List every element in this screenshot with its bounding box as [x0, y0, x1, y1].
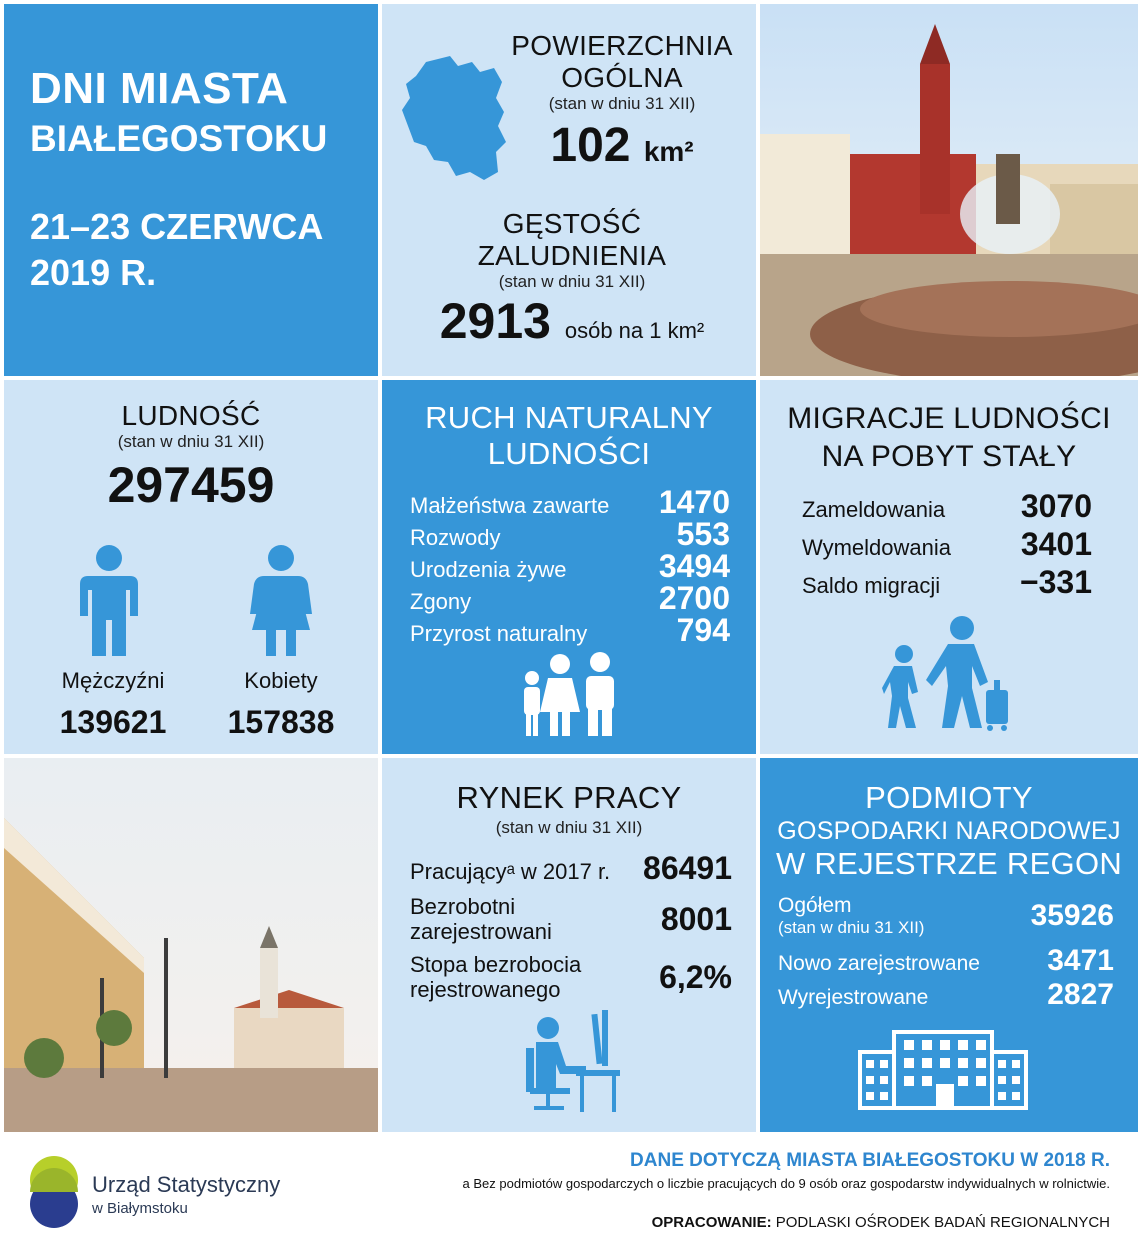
woman-icon [248, 544, 314, 656]
footer [0, 1134, 1138, 1251]
labor-title: RYNEK PRACY [456, 780, 682, 815]
regon-title-3: W REJESTRZE REGON [775, 846, 1123, 881]
regon-row [778, 978, 1114, 1012]
footer-credit-label: OPRACOWANIE: [651, 1214, 772, 1231]
labor-row-value: 8001 [660, 900, 732, 937]
footer-footnote: a Bez podmiotów gospodarczych o liczbie pracujących do 9 osób oraz gospodarstw indywidualnych w rolnictwie. [462, 1176, 1110, 1191]
migration-title-1: MIGRACJE LUDNOŚCI [787, 402, 1111, 435]
labor-row-label-line: Stopa bezrobocia [410, 952, 582, 977]
regon-row [778, 944, 1114, 978]
natural-title-2: LUDNOŚCI [487, 436, 651, 471]
regon-tile [760, 758, 1138, 1132]
travelers-icon [882, 616, 1012, 732]
area-title-1: POWIERZCHNIA [511, 30, 733, 61]
density-title-1: GĘSTOŚĆ [502, 208, 642, 239]
labor-row-label-line: rejestrowanego [410, 977, 561, 1002]
regon-row-value: 2827 [1047, 978, 1114, 1011]
population-title: LUDNOŚĆ [121, 400, 261, 431]
city-street-photo [4, 758, 378, 1132]
regon-row-label-line: Ogółem [778, 894, 852, 917]
men-label: Mężczyźni [61, 668, 165, 693]
event-dates [30, 204, 378, 296]
footer-data-note: DANE DOTYCZĄ MIASTA BIAŁEGOSTOKU W 2018 R. [630, 1150, 1110, 1171]
natural-row-value: 3494 [658, 548, 730, 584]
labor-market-tile [382, 758, 756, 1132]
natural-row [410, 612, 730, 649]
density-number: 2913 [439, 293, 551, 349]
men-value: 139621 [59, 704, 167, 740]
migration-row-label: Zameldowania [802, 497, 946, 522]
natural-movement-tile [382, 380, 756, 754]
population-note: (stan w dniu 31 XII) [117, 432, 265, 451]
population-tile [4, 380, 378, 754]
regon-title [760, 780, 1138, 882]
regon-row-value: 3471 [1047, 944, 1114, 977]
area-number: 102 [550, 119, 631, 172]
regon-row-label [778, 894, 924, 938]
migration-row [802, 488, 1092, 525]
city-map-icon [398, 48, 510, 188]
natural-row-label: Rozwody [410, 525, 501, 550]
statistics-office-logo-icon [28, 1154, 80, 1230]
density-unit: osób na 1 km² [564, 318, 705, 343]
regon-row-value: 35926 [1030, 899, 1114, 932]
population-header [4, 400, 378, 514]
area-unit: km² [643, 136, 694, 167]
labor-row-label-line: Bezrobotni [410, 894, 516, 919]
area-note: (stan w dniu 31 XII) [548, 94, 696, 113]
man-icon [76, 544, 142, 656]
migration-row-value: 3401 [1020, 526, 1092, 562]
regon-row [778, 894, 1114, 938]
dates-line-1: 21–23 CZERWCA [30, 206, 324, 247]
labor-row-label: Pracującyᵃ w 2017 r. [410, 859, 611, 884]
migration-tile [760, 380, 1138, 754]
natural-title [382, 400, 756, 472]
area-block [502, 30, 742, 173]
labor-row [410, 894, 732, 944]
labor-note: (stan w dniu 31 XII) [495, 818, 643, 837]
regon-title-1: PODMIOTY [865, 780, 1033, 815]
labor-row-label-line: zarejestrowani [410, 919, 552, 944]
natural-row-value: 1470 [658, 484, 730, 520]
migration-row [802, 526, 1092, 563]
family-icon [516, 652, 626, 738]
migration-row-label: Wymeldowania [802, 535, 951, 560]
logo-subtitle: w Białymstoku [92, 1200, 188, 1217]
footer-credit-name: PODLASKI OŚRODEK BADAŃ REGIONALNYCH [775, 1214, 1110, 1231]
office-worker-icon [520, 1008, 620, 1114]
population-value: 297459 [107, 457, 275, 513]
natural-row-label: Przyrost naturalny [410, 621, 588, 646]
natural-row-value: 794 [676, 612, 730, 648]
migration-title-2: NA POBYT STAŁY [821, 440, 1077, 473]
regon-row-label: Wyrejestrowane [778, 986, 929, 1009]
migration-row-label: Saldo migracji [802, 573, 941, 598]
buildings-icon [858, 1028, 1028, 1110]
title-tile [4, 4, 378, 376]
area-title-2: OGÓLNA [561, 62, 683, 93]
labor-row [410, 952, 732, 1002]
title-line-1: DNI MIASTA [30, 64, 289, 113]
natural-title-1: RUCH NATURALNY [425, 400, 713, 435]
regon-title-2: GOSPODARKI NARODOWEJ [777, 817, 1121, 845]
area-value [502, 118, 742, 173]
labor-row-label [410, 952, 581, 1002]
labor-row-value: 6,2% [659, 958, 732, 995]
natural-row-label: Małżeństwa zawarte [410, 493, 610, 518]
natural-row-label: Zgony [410, 589, 472, 614]
dates-line-2: 2019 R. [30, 252, 157, 293]
natural-row-label: Urodzenia żywe [410, 557, 567, 582]
logo-name: Urząd Statystyczny [92, 1172, 281, 1197]
area-density-tile [382, 4, 756, 376]
women-value: 157838 [227, 704, 335, 740]
density-value [412, 292, 732, 350]
density-note: (stan w dniu 31 XII) [498, 272, 646, 291]
regon-row-label: Nowo zarejestrowane [778, 952, 980, 975]
migration-row-value: −331 [1019, 564, 1092, 600]
density-block [412, 208, 732, 350]
regon-row-label-line: (stan w dniu 31 XII) [778, 918, 925, 937]
labor-row-label [410, 894, 552, 944]
footer-credit [652, 1214, 1110, 1231]
migration-row [802, 564, 1092, 601]
title-line-2: BIAŁEGOSTOKU [30, 118, 328, 159]
women-label: Kobiety [244, 668, 318, 693]
natural-row-value: 2700 [658, 580, 730, 616]
natural-row-value: 553 [676, 516, 730, 552]
density-title-2: ZALUDNIENIA [477, 240, 667, 271]
migration-row-value: 3070 [1020, 488, 1092, 524]
labor-row [410, 850, 732, 887]
labor-row-value: 86491 [643, 850, 732, 886]
city-square-photo [760, 4, 1138, 376]
migration-title [760, 400, 1138, 476]
